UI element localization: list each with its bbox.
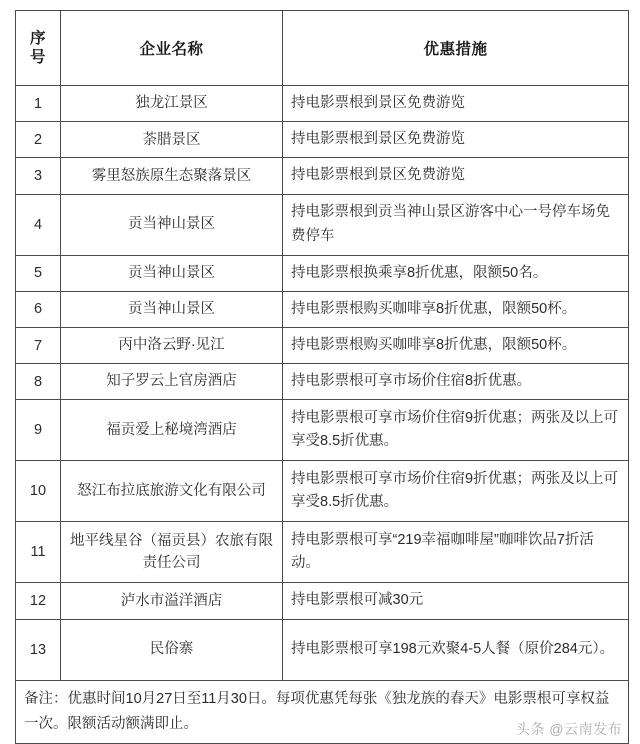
table-row xyxy=(16,122,629,158)
promo-table xyxy=(15,10,629,744)
table-row xyxy=(16,291,629,327)
header-row xyxy=(16,11,629,86)
row-measure: 持电影票根可享“219幸福咖啡屋”咖啡饮品7折活动。 xyxy=(283,522,629,583)
row-name: 贡当神山景区 xyxy=(61,255,283,291)
table-row xyxy=(16,400,629,461)
row-index: 7 xyxy=(16,327,61,363)
row-index: 11 xyxy=(16,522,61,583)
table-note-cell xyxy=(16,680,629,744)
table-row xyxy=(16,619,629,680)
row-index: 6 xyxy=(16,291,61,327)
table-row xyxy=(16,583,629,619)
row-measure: 持电影票根可享市场价住宿8折优惠。 xyxy=(283,364,629,400)
row-index: 13 xyxy=(16,619,61,680)
row-index: 5 xyxy=(16,255,61,291)
table-row xyxy=(16,364,629,400)
table-note-text: 备注：优惠时间10月27日至11月30日。每项优惠凭每张《独龙族的春天》电影票根可享权益一次。限额活动额满即止。 xyxy=(24,690,610,732)
watermark-label: 头条 @云南发布 xyxy=(515,720,622,737)
row-index: 12 xyxy=(16,583,61,619)
column-header-measure: 优惠措施 xyxy=(283,11,629,86)
row-measure: 持电影票根可享198元欢聚4-5人餐（原价284元）。 xyxy=(283,619,629,680)
row-name: 荼腊景区 xyxy=(61,122,283,158)
row-name: 福贡爱上秘境湾酒店 xyxy=(61,400,283,461)
table-note-row xyxy=(16,680,629,744)
row-measure: 持电影票根换乘享8折优惠，限额50名。 xyxy=(283,255,629,291)
table-row xyxy=(16,158,629,194)
row-measure: 持电影票根购买咖啡享8折优惠，限额50杯。 xyxy=(283,291,629,327)
column-header-index: 序号 xyxy=(16,11,61,86)
row-index: 1 xyxy=(16,86,61,122)
row-measure: 持电影票根到景区免费游览 xyxy=(283,158,629,194)
table-row xyxy=(16,86,629,122)
row-name: 雾里怒族原生态聚落景区 xyxy=(61,158,283,194)
row-name: 丙中洛云野·见江 xyxy=(61,327,283,363)
row-index: 10 xyxy=(16,461,61,522)
table-row xyxy=(16,522,629,583)
row-name: 贡当神山景区 xyxy=(61,291,283,327)
row-measure: 持电影票根到景区免费游览 xyxy=(283,122,629,158)
table-row xyxy=(16,327,629,363)
row-name: 地平线星谷（福贡县）农旅有限责任公司 xyxy=(61,522,283,583)
row-index: 3 xyxy=(16,158,61,194)
table-header xyxy=(16,11,629,86)
table-row xyxy=(16,461,629,522)
row-measure: 持电影票根购买咖啡享8折优惠，限额50杯。 xyxy=(283,327,629,363)
promo-table-container xyxy=(15,10,628,744)
row-name: 知子罗云上官房酒店 xyxy=(61,364,283,400)
row-index: 2 xyxy=(16,122,61,158)
row-measure: 持电影票根到贡当神山景区游客中心一号停车场免费停车 xyxy=(283,194,629,255)
row-name: 贡当神山景区 xyxy=(61,194,283,255)
row-index: 8 xyxy=(16,364,61,400)
row-measure: 持电影票根可减30元 xyxy=(283,583,629,619)
column-header-name: 企业名称 xyxy=(61,11,283,86)
table-row xyxy=(16,194,629,255)
row-measure: 持电影票根可享市场价住宿9折优惠；两张及以上可享受8.5折优惠。 xyxy=(283,400,629,461)
row-index: 9 xyxy=(16,400,61,461)
row-name: 独龙江景区 xyxy=(61,86,283,122)
row-index: 4 xyxy=(16,194,61,255)
row-name: 怒江布拉底旅游文化有限公司 xyxy=(61,461,283,522)
row-name: 民俗寨 xyxy=(61,619,283,680)
row-measure: 持电影票根到景区免费游览 xyxy=(283,86,629,122)
table-row xyxy=(16,255,629,291)
row-name: 泸水市溢洋酒店 xyxy=(61,583,283,619)
table-body xyxy=(16,86,629,744)
row-measure: 持电影票根可享市场价住宿9折优惠；两张及以上可享受8.5折优惠。 xyxy=(283,461,629,522)
